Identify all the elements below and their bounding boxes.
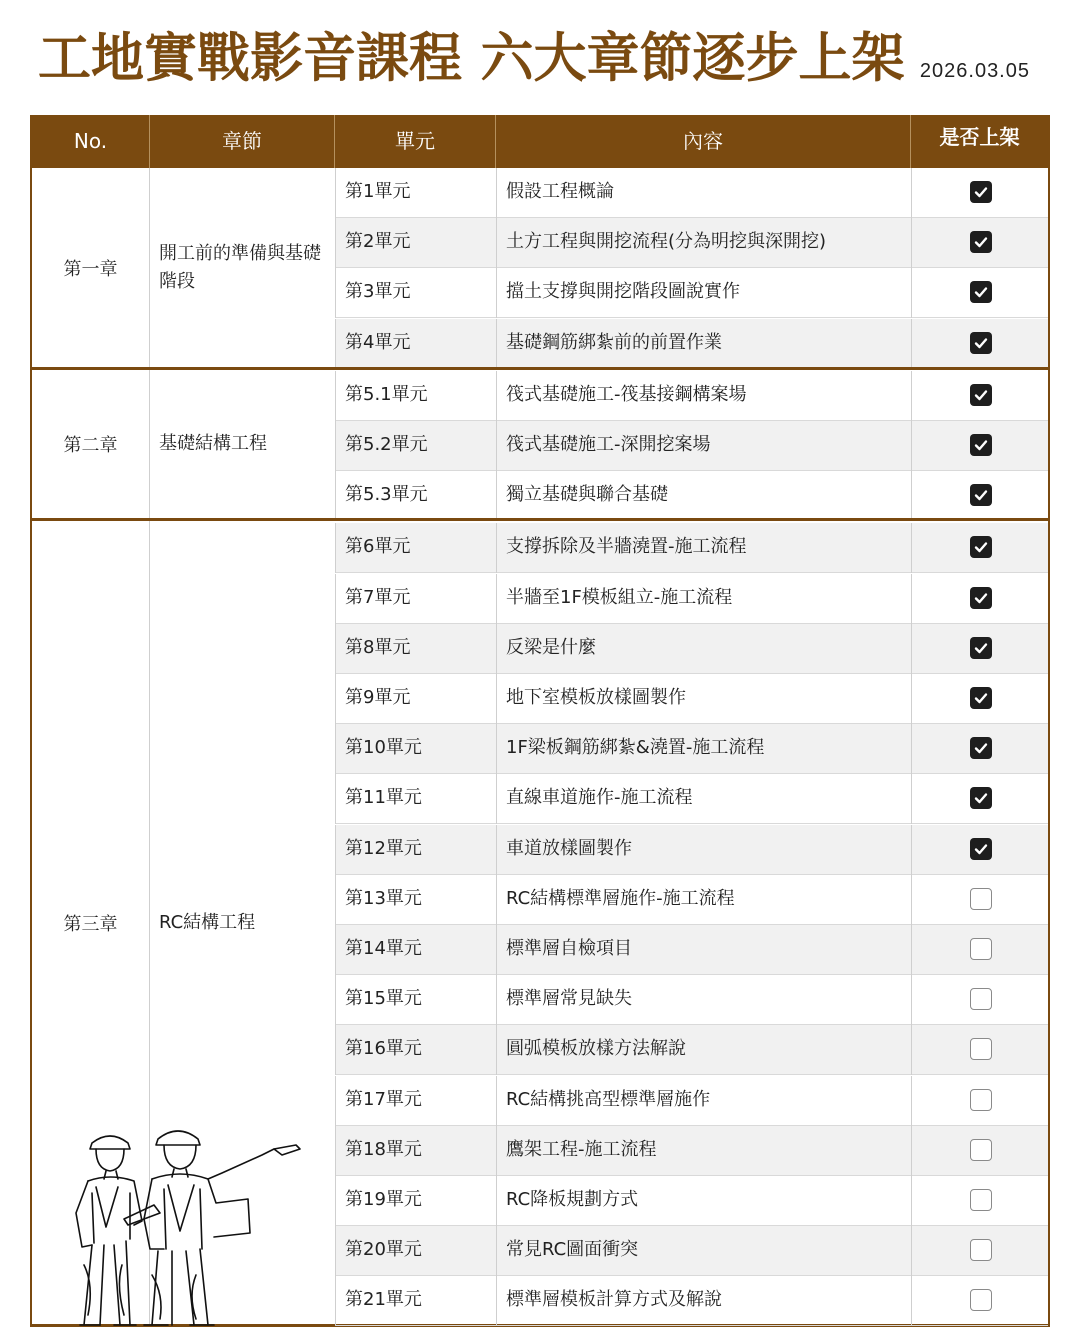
- content-cell: 鷹架工程-施工流程: [496, 1126, 911, 1176]
- content-cell: 常見RC圖面衝突: [496, 1226, 911, 1276]
- unit-cell: 第4單元: [335, 319, 496, 369]
- checkbox-checked-icon[interactable]: [970, 587, 992, 609]
- unit-cell: 第16單元: [335, 1025, 496, 1075]
- checkbox-checked-icon[interactable]: [970, 434, 992, 456]
- checkbox-checked-icon[interactable]: [970, 384, 992, 406]
- checkbox-checked-icon[interactable]: [970, 484, 992, 506]
- checkbox-checked-icon[interactable]: [970, 787, 992, 809]
- table-row: [335, 1025, 1048, 1075]
- unit-cell: 第5.3單元: [335, 471, 496, 521]
- content-cell: 反梁是什麼: [496, 624, 911, 674]
- unit-cell: 第20單元: [335, 1226, 496, 1276]
- published-cell: [911, 1126, 1048, 1176]
- content-cell: 圓弧模板放樣方法解說: [496, 1025, 911, 1075]
- unit-cell: 第5.1單元: [335, 371, 496, 421]
- chapter-name: 開工前的準備與基礎階段: [159, 243, 321, 292]
- checkbox-unchecked-icon[interactable]: [970, 1089, 992, 1111]
- checkbox-unchecked-icon[interactable]: [970, 938, 992, 960]
- checkbox-checked-icon[interactable]: [970, 332, 992, 354]
- checkbox-unchecked-icon[interactable]: [970, 1289, 992, 1311]
- table-row: [335, 975, 1048, 1025]
- content-cell: 假設工程概論: [496, 168, 911, 218]
- checkbox-checked-icon[interactable]: [970, 838, 992, 860]
- table-row: [335, 724, 1048, 774]
- unit-cell: 第12單元: [335, 825, 496, 875]
- unit-cell: 第17單元: [335, 1076, 496, 1126]
- content-cell: 半牆至1F模板組立-施工流程: [496, 574, 911, 624]
- chapter-no: 第三章: [32, 521, 150, 1324]
- table-row: [335, 674, 1048, 724]
- table-row: [335, 875, 1048, 925]
- header-content: 內容: [496, 115, 911, 168]
- content-cell: 標準層常見缺失: [496, 975, 911, 1025]
- checkbox-checked-icon[interactable]: [970, 637, 992, 659]
- chapter-name: RC結構工程: [159, 911, 256, 933]
- table-row: [335, 471, 1048, 521]
- content-cell: 擋土支撐與開挖階段圖說實作: [496, 268, 911, 318]
- content-cell: 筏式基礎施工-深開挖案場: [496, 421, 911, 471]
- unit-cell: 第11單元: [335, 774, 496, 824]
- content-cell: 標準層自檢項目: [496, 925, 911, 975]
- table-row: [335, 1176, 1048, 1226]
- unit-cell: 第19單元: [335, 1176, 496, 1226]
- checkbox-unchecked-icon[interactable]: [970, 1239, 992, 1261]
- published-cell: [911, 421, 1048, 471]
- published-cell: [911, 319, 1048, 369]
- content-cell: 基礎鋼筋綁紮前的前置作業: [496, 319, 911, 369]
- unit-cell: 第8單元: [335, 624, 496, 674]
- published-cell: [911, 825, 1048, 875]
- unit-cell: 第7單元: [335, 574, 496, 624]
- published-cell: [911, 1076, 1048, 1126]
- unit-cell: 第3單元: [335, 268, 496, 318]
- content-cell: 1F梁板鋼筋綁紮&澆置-施工流程: [496, 724, 911, 774]
- table-row: [335, 574, 1048, 624]
- content-cell: RC結構挑高型標準層施作: [496, 1076, 911, 1126]
- unit-cell: 第6單元: [335, 523, 496, 573]
- published-cell: [911, 1226, 1048, 1276]
- chapter-no: 第二章: [32, 370, 150, 518]
- date-label: 2026.03.05: [919, 60, 1030, 82]
- published-cell: [911, 674, 1048, 724]
- unit-cell: 第14單元: [335, 925, 496, 975]
- checkbox-unchecked-icon[interactable]: [970, 988, 992, 1010]
- checkbox-checked-icon[interactable]: [970, 737, 992, 759]
- header-published: 是否上架: [939, 125, 1020, 149]
- content-cell: 標準層模板計算方式及解說: [496, 1276, 911, 1326]
- content-cell: 地下室模板放樣圖製作: [496, 674, 911, 724]
- published-cell: [911, 975, 1048, 1025]
- table-row: [335, 1276, 1048, 1326]
- content-cell: 獨立基礎與聯合基礎: [496, 471, 911, 521]
- table-row: [335, 774, 1048, 824]
- content-cell: RC結構標準層施作-施工流程: [496, 875, 911, 925]
- unit-cell: 第9單元: [335, 674, 496, 724]
- chapter-no: 第一章: [32, 168, 150, 368]
- table-row: [335, 371, 1048, 421]
- table-row: [335, 825, 1048, 875]
- table-row: [335, 523, 1048, 573]
- published-cell: [911, 371, 1048, 421]
- table-row: [335, 624, 1048, 674]
- published-cell: [911, 925, 1048, 975]
- page-title: 工地實戰影音課程 六大章節逐步上架: [38, 27, 905, 89]
- content-cell: 筏式基礎施工-筏基接鋼構案場: [496, 371, 911, 421]
- published-cell: [911, 875, 1048, 925]
- table-row: [335, 1226, 1048, 1276]
- published-cell: [911, 774, 1048, 824]
- checkbox-unchecked-icon[interactable]: [970, 1139, 992, 1161]
- checkbox-unchecked-icon[interactable]: [970, 1189, 992, 1211]
- unit-cell: 第2單元: [335, 218, 496, 268]
- published-cell: [911, 724, 1048, 774]
- unit-cell: 第1單元: [335, 168, 496, 218]
- header-unit: 單元: [335, 115, 496, 168]
- published-cell: [911, 268, 1048, 318]
- published-cell: [911, 168, 1048, 218]
- content-cell: 直線車道施作-施工流程: [496, 774, 911, 824]
- table-header: [32, 115, 1048, 168]
- table-row: [335, 268, 1048, 318]
- unit-cell: 第13單元: [335, 875, 496, 925]
- checkbox-checked-icon[interactable]: [970, 687, 992, 709]
- unit-cell: 第5.2單元: [335, 421, 496, 471]
- chapter-name: 基礎結構工程: [159, 433, 267, 454]
- table-row: [335, 168, 1048, 218]
- table-row: [335, 1126, 1048, 1176]
- table-row: [335, 1076, 1048, 1126]
- unit-cell: 第10單元: [335, 724, 496, 774]
- content-cell: RC降板規劃方式: [496, 1176, 911, 1226]
- checkbox-checked-icon[interactable]: [970, 181, 992, 203]
- published-cell: [911, 574, 1048, 624]
- published-cell: [911, 624, 1048, 674]
- unit-cell: 第15單元: [335, 975, 496, 1025]
- checkbox-checked-icon[interactable]: [970, 281, 992, 303]
- content-cell: 支撐拆除及半牆澆置-施工流程: [496, 523, 911, 573]
- chapter-1: [32, 168, 335, 368]
- content-cell: 土方工程與開挖流程(分為明挖與深開挖): [496, 218, 911, 268]
- header-no: No.: [32, 115, 150, 168]
- unit-cell: 第21單元: [335, 1276, 496, 1326]
- checkbox-unchecked-icon[interactable]: [970, 1038, 992, 1060]
- construction-workers-illustration: [40, 1115, 310, 1330]
- header-chapter: 章節: [150, 115, 335, 168]
- table-row: [335, 925, 1048, 975]
- checkbox-checked-icon[interactable]: [970, 536, 992, 558]
- table-row: [335, 218, 1048, 268]
- checkbox-unchecked-icon[interactable]: [970, 888, 992, 910]
- table-row: [335, 319, 1048, 369]
- published-cell: [911, 1025, 1048, 1075]
- table-row: [335, 421, 1048, 471]
- checkbox-checked-icon[interactable]: [970, 231, 992, 253]
- published-cell: [911, 218, 1048, 268]
- chapter-2: [32, 370, 335, 518]
- content-cell: 車道放樣圖製作: [496, 825, 911, 875]
- unit-cell: 第18單元: [335, 1126, 496, 1176]
- published-cell: [911, 471, 1048, 521]
- published-cell: [911, 1176, 1048, 1226]
- published-cell: [911, 523, 1048, 573]
- published-cell: [911, 1276, 1048, 1326]
